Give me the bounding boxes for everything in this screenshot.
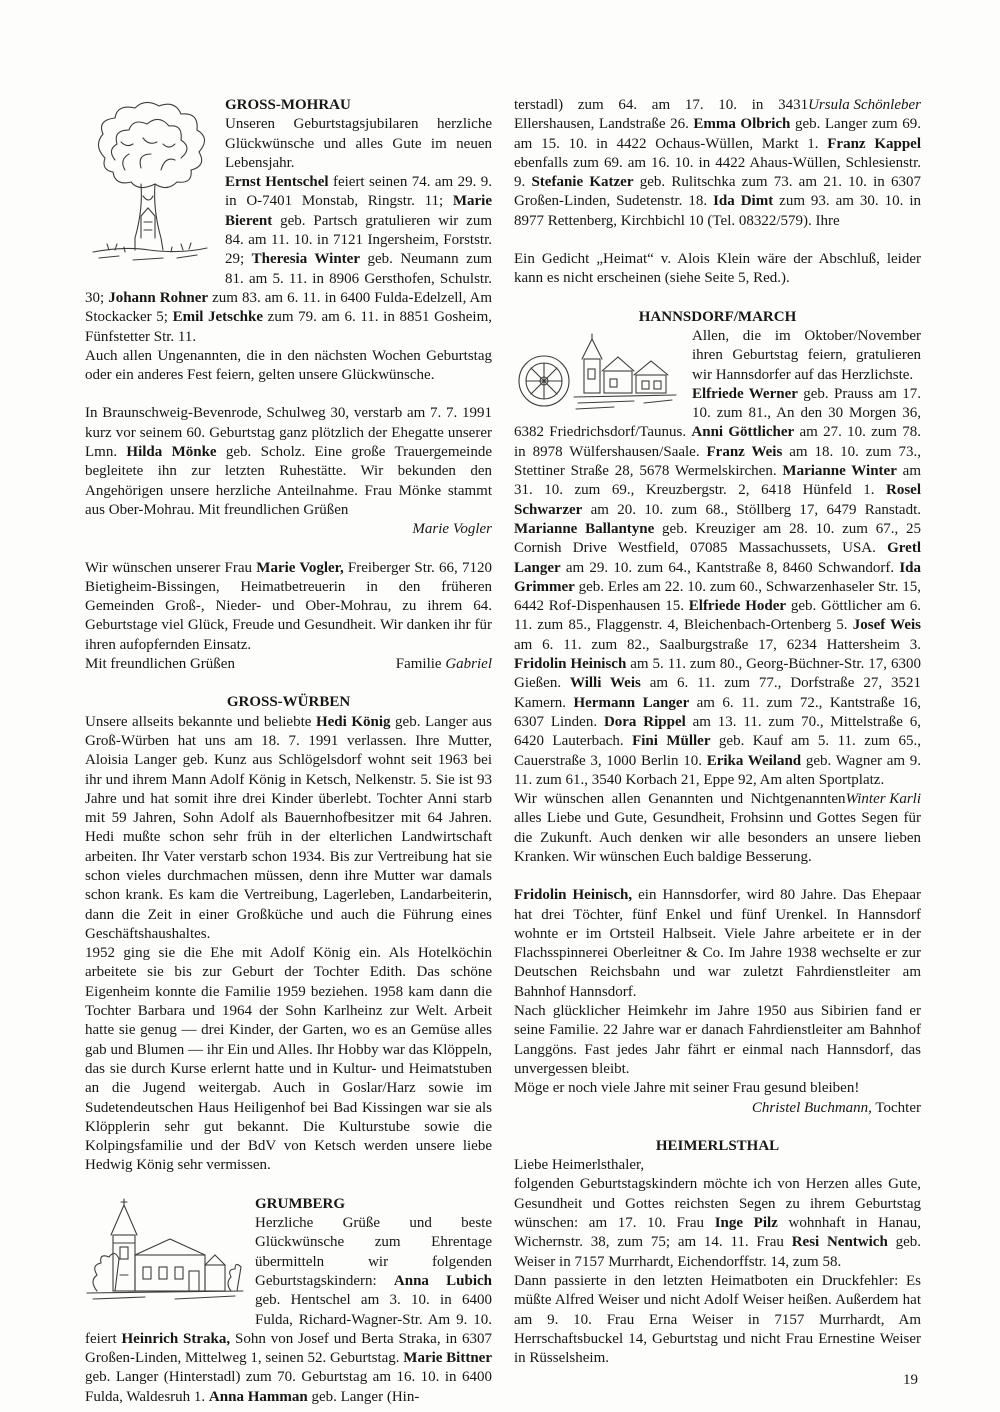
paragraph-grumberg: Herzliche Grüße und beste Glückwünsche zum Ehrentage übermitteln wir folgenden Geburtstagskindern: Anna Lubich geb. Hentschel am 3. 10. in 6400 Fulda, Richard-Wagner-Str. Am 9. 10. feiert Heinrich Straka, Sohn von Josef und Berta Straka, in 6307 Großen-Linden, Mittelweg 1, seinen 52. Geburtstag. Marie Bittner geb. Langer (Hinterstadl) zum 70. Geburtstag am 16. 10. in 6400 Fulda, Waldesruh 1. Anna Hamman geb. Langer (Hin- [85, 1215, 492, 1405]
paragraph-salutation: Liebe Heimerlsthaler, [514, 1157, 645, 1174]
closing-line [85, 655, 492, 674]
section-fridolin-heinisch [514, 886, 921, 1118]
paragraph-gedicht-note: Ein Gedicht „Heimat“ v. Alois Klein wäre der Abschluß, leider kann es nicht erscheinen (siehe Seite 5, Red.). [514, 251, 921, 287]
section-heading-gross-mohrau: GROSS-MOHRAU [225, 97, 351, 113]
left-column [85, 96, 492, 1407]
paragraph-birthday-list: Ernst Hentschel feiert seinen 74. am 29. 9. in O-7401 Monstab, Ringstr. 11; Marie Bierent geb. Partsch gratulieren wir zum 84. am 11. 10. in 7121 Ingersheim, Forststr. 29; Theresia Winter geb. Neumann zum 81. am 5. 11. in 8906 Gersthofen, Schulstr. 30; Johann Rohner zum 83. am 6. 11. in 6400 Fulda-Edelzell, Am Stockacker 5; Emil Jetschke zum 79. am 6. 11. in 8851 Gosheim, Fünfstetter Str. 11. [85, 174, 492, 345]
section-heimerlsthal [514, 1137, 921, 1369]
paragraph-text: Wir wünschen allen Genannten und Nichtgenannten alles Liebe und Gute, Gesundheit, Frohsinn und Gottes Segen für die Zukunft. Auch denken wir alle besonders an unsere lieben Kranken. Wir wünschen Euch baldige Besserung. [514, 791, 921, 865]
signature-text: Marie Vogler [412, 521, 492, 538]
signature-christel-buchmann: Christel Buchmann, Tochter [751, 1099, 921, 1116]
paragraph-fridolin-2: Nach glücklicher Heimkehr im Jahre 1950 aus Sibirien fand er seine Familie. 22 Jahre war er danach Fahrdienstleiter am Bahnhof Langgöns. Fast jedes Jahr fährt er einmal nach Hannsdorf, das unvergessen bleibt. [514, 1003, 921, 1077]
section-grumberg-continued [514, 96, 921, 231]
tree-illustration [85, 98, 215, 270]
section-grumberg [85, 1195, 492, 1407]
section-heading-grumberg: GRUMBERG [255, 1195, 345, 1212]
paragraph-correction: Dann passierte in den letzten Heimatboten ein Druckfehler: Es müßte Alfred Weiser und nicht Adolf Weiser heißen. Außerdem hat am 9. 10. Frau Erna Weiser in 7157 Murrhardt, Am Herrschaftsbuckel 14, Geburtstag und nicht Frau Ernestine Weiser in Rüsselsheim. [514, 1272, 921, 1367]
paragraph-fridolin-1: Fridolin Heinisch, ein Hannsdorfer, wird 80 Jahre. Das Ehepaar hat drei Töchter, fünf Enkel und fünf Urenkel. In Hannsdorf wohnte er im Ortsteil Halbseit. Viele Jahre arbeitete er in der Flachsspinnerei Oberleitner & Co. Im Jahre 1938 wechselte er zur Deutschen Reichsbahn und war zuletzt Fahrdienstleiter am Bahnhof Hannsdorf. [514, 887, 921, 1000]
paragraph-grumberg-continued [514, 96, 921, 231]
section-vogler-congrats [85, 559, 492, 675]
paragraph-congrats: Wir wünschen unserer Frau Marie Vogler, Freiberger Str. 66, 7120 Bietigheim-Bissingen, Heimatbetreuerin in den früheren Gemeinden Groß-, Nieder- und Ober-Mohrau, zu ihrem 64. Geburtstage viel Glück, Freude und Gesundheit. Wir danken ihr für ihren aufopfernden Einsatz. [85, 559, 492, 653]
two-column-layout [85, 96, 921, 1407]
section-gedicht-note [514, 250, 921, 289]
section-heading-gross-wuerben: GROSS-WÜRBEN [226, 694, 351, 711]
paragraph-hedi-koenig-2: 1952 ging sie die Ehe mit Adolf König ein. Als Hotelköchin arbeitete sie bis zur Geburt der Tochter Edith. Das schöne Eigenheim konnte die Familie 1959 beziehen. 1958 kam dann die Tochter Barbara und 1964 der Sohn Karlheinz zur Welt. Arbeit hatte sie genug — drei Kinder, der Garten, wo es an Gemüse alles gab und Blumen — ihr Ein und Alles. Ihr Hobby war das Klöppeln, das sie durch Kurse erlernt hatte und in Kultur- und Heimatstuben an die Jugend weitergab. Auch in Goslar/Harz sowie im Sudetendeutschen Haus Heiligenhof bei Bad Kissingen war sie als Klöpplerin sehr gut bekannt. Die Kulturstube sowie die Kolpingsfamilie und der BdV von Ketsch werden unsere liebe Hedwig König sehr vermissen. [85, 945, 492, 1174]
paragraph-hannsdorf-intro: Allen, die im Oktober/November ihren Geburtstag feiern, gratulieren wir Hannsdorfer auf das Herzlichste. [692, 327, 921, 383]
signature-winter-karli: Winter Karli [845, 791, 921, 808]
signature-familie-gabriel: Familie Gabriel [395, 656, 492, 673]
hannsdorf-body [514, 327, 921, 867]
village-crest-illustration [514, 329, 682, 421]
paragraph-intro: Unseren Geburtstagsjubilaren herzliche Glückwünsche und alles Gute im neuen Lebensjahr. [225, 116, 492, 171]
section-gross-mohrau [85, 96, 492, 385]
paragraph-text: terstadl) zum 64. am 17. 10. in 3431 Ellershausen, Landstraße 26. Emma Olbrich geb. Langer zum 69. am 15. 10. in 4422 Ochaus-Wüllen, Markt 1. Franz Kappel ebenfalls zum 69. am 16. 10. in 4422 Ahaus-Wüllen, Schlesienstr. 9. Stefanie Katzer geb. Rulitschka zum 73. am 21. 10. in 6307 Großen-Linden, Sudetenstr. 18. Ida Dimt zum 93. am 30. 10. in 8977 Rettenberg, Kirchbichl 10 (Tel. 08322/579). Ihre [514, 97, 921, 229]
paragraph-fridolin-wish: Möge er noch viele Jahre mit seiner Frau gesund bleiben! [514, 1080, 860, 1097]
paragraph-hedi-koenig-1: Unsere allseits bekannte und beliebte Hedi König geb. Langer aus Groß-Würben hat uns am 18. 7. 1991 verlassen. Ihre Mutter, Aloisia Langer geb. Kunz aus Schlögelsdorf wohnt seit 1963 bei ihr und ihrem Mann Adolf König in Ketsch, Nelkenstr. 5. Sie ist 93 Jahre und hat somit ihre drei Kinder überlebt. Tochter Anni starb mit 59 Jahren, Sohn Adolf als Bauernhofbesitzer mit 64 Jahren. Hedi mußte schon sehr früh in der elterlichen Landwirtschaft arbeiten. Ihr Vater verstarb schon 1934. Bis zur Vertreibung hat sie schon vieles durchmachen müssen, denn ihre Mutter war damals schon krank. Es kam die Vertreibung, Lagerleben, Landarbeiterin, dann die Zeit in einer Großküche und auch die Führung eines Geschäftshaushaltes. [85, 713, 492, 942]
paragraph-heimerlsthal-body: folgenden Geburtstagskindern möchte ich von Herzen alles Gute, Gesundheit und Gottes reichsten Segen zu ihrem Geburtstag wünschen: am 17. 10. Frau Inge Pilz wohnhaft in Hanau, Wichernstr. 38, zum 75; am 14. 11. Frau Resi Nentwich geb. Weiser in 7157 Murrhardt, Eichendorffstr. 14, zum 58. [514, 1176, 921, 1270]
section-obituary-moenke [85, 404, 492, 539]
church-illustration [85, 1197, 245, 1309]
closing-greeting: Mit freundlichen Grüßen [85, 656, 235, 673]
signature-marie-vogler [85, 520, 492, 539]
right-column [514, 96, 921, 1407]
paragraph-obituary: In Braunschweig-Bevenrode, Schulweg 30, verstarb am 7. 7. 1991 kurz vor seinem 60. Geburtstag ganz plötzlich der Ehegatte unserer Lmn. Hilda Mönke geb. Scholz. Eine große Trauergemeinde begleitete ihn zur letzten Ruhestätte. Wir bekunden den Angehörigen unsere herzliche Anteilnahme. Frau Mönke stammt aus Ober-Mohrau. Mit freundlichen Grüßen [85, 405, 492, 518]
paragraph-hannsdorf-closing [514, 790, 921, 867]
paragraph-hannsdorf-list: Elfriede Werner geb. Prauss am 17. 10. zum 81., An den 30 Morgen 36, 6382 Friedrichsdorf/Taunus. Anni Göttlicher am 27. 10. zum 78. in 8978 Wülfershausen/Saale. Franz Weis am 18. 10. zum 73., Stettiner Straße 28, 5678 Wermelskirchen. Marianne Winter am 31. 10. zum 69., Kreuzbergstr. 2, 6418 Hünfeld 1. Rosel Schwarzer am 20. 10. zum 68., Stöllberg 17, 6479 Ranstadt. Marianne Ballantyne geb. Kreuziger am 28. 10. zum 67., 25 Cornish Drive Westfield, 07085 Massachussets, USA. Gretl Langer am 29. 10. zum 64., Kantstraße 8, 8460 Schwandorf. Ida Grimmer geb. Erles am 22. 10. zum 60., Schwarzenhaseler Str. 15, 6442 Rof-Dispenhausen 15. Elfriede Hoder geb. Göttlicher am 6. 11. zum 85., Flaggenstr. 4, Bleichenbach-Ortenberg 5. Josef Weis am 6. 11. zum 82., Saalburgstraße 17, 6234 Hattersheim 3. Fridolin Heinisch am 5. 11. zum 80., Georg-Büchner-Str. 17, 6300 Gießen. Willi Weis am 6. 11. zum 77., Dorfstraße 27, 3521 Kamern. Hermann Langer am 6. 11. zum 72., Kantstraße 16, 6307 Linden. Dora Rippel am 13. 11. zum 70., Mittelstraße 6, 6420 Lauterbach. Fini Müller geb. Kauf am 5. 11. zum 65., Cauerstraße 3, 1000 Berlin 10. Erika Weiland geb. Wagner am 9. 11. zum 61., 3540 Korbach 21, Eppe 92, Am alten Sportplatz. [514, 385, 921, 788]
section-gross-wuerben [85, 693, 492, 1175]
section-hannsdorf-march [514, 308, 921, 868]
signature-ursula-schoenleber: Ursula Schönleber [808, 97, 921, 113]
page-number: 19 [903, 1372, 918, 1388]
section-heading-hannsdorf: HANNSDORF/MARCH [638, 308, 797, 325]
section-heading-heimerlsthal: HEIMERLSTHAL [655, 1137, 780, 1154]
paragraph-unnamed-greeting: Auch allen Ungenannten, die in den nächsten Wochen Geburtstag oder ein anderes Fest feiern, gelten unsere Glückwünsche. [85, 347, 492, 384]
